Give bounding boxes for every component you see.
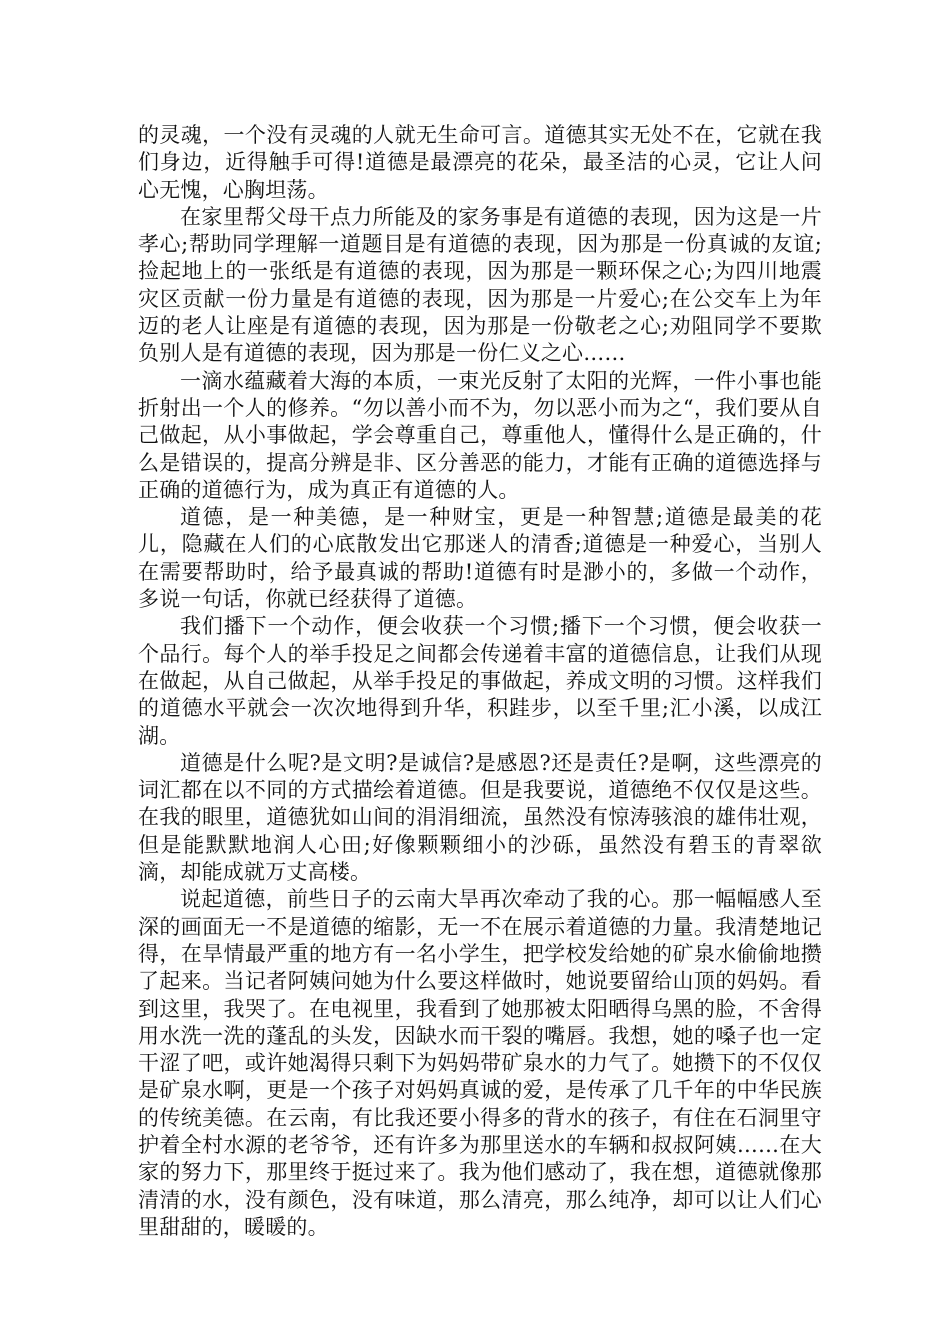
paragraph-3: 一滴水蕴藏着大海的本质，一束光反射了太阳的光辉，一件小事也能折射出一个人的修养。“勿以善小而不为，勿以恶小而为之“，我们要从自己做起，从小事做起，学会尊重自己，尊重他人，懂得什么是正确的，什么是错误的，提高分辨是非、区分善恶的能力，才能有正确的道德选择与正确的道德行为，成为真正有道德的人。 <box>138 368 822 502</box>
paragraph-2: 在家里帮父母干点力所能及的家务事是有道德的表现，因为这是一片孝心;帮助同学理解一道题目是有道德的表现，因为那是一份真诚的友谊;捡起地上的一张纸是有道德的表现，因为那是一颗环保之心;为四川地震灾区贡献一份力量是有道德的表现，因为那是一片爱心;在公交车上为年迈的老人让座是有道德的表现，因为那是一份敬老之心;劝阻同学不要欺负别人是有道德的表现，因为那是一份仁义之心…… <box>138 204 822 366</box>
paragraph-7: 说起道德，前些日子的云南大旱再次牵动了我的心。那一幅幅感人至深的画面无一不是道德的缩影，无一不在展示着道德的力量。我清楚地记得，在旱情最严重的地方有一名小学生，把学校发给她的矿泉水偷偷地攒了起来。当记者阿姨问她为什么要这样做时，她说要留给山顶的妈妈。看到这里，我哭了。在电视里，我看到了她那被太阳晒得乌黑的脸，不舍得用水洗一洗的蓬乱的头发，因缺水而干裂的嘴唇。我想，她的嗓子也一定干涩了吧，或许她渴得只剩下为妈妈带矿泉水的力气了。她攒下的不仅仅是矿泉水啊，更是一个孩子对妈妈真诚的爱，是传承了几千年的中华民族的传统美德。在云南，有比我还要小得多的背水的孩子，有住在石洞里守护着全村水源的老爷爷，还有许多为那里送水的车辆和叔叔阿姨……在大家的努力下，那里终于挺过来了。我为他们感动了，我在想，道德就像那清清的水，没有颜色，没有味道，那么清亮，那么纯净，却可以让人们心里甜甜的，暖暖的。 <box>138 887 822 1239</box>
document-body <box>138 122 822 1241</box>
paragraph-4: 道德，是一种美德，是一种财宝，更是一种智慧;道德是最美的花儿，隐藏在人们的心底散发出它那迷人的清香;道德是一种爱心，当别人在需要帮助时，给予最真诚的帮助!道德有时是渺小的，多做一个动作，多说一句话，你就已经获得了道德。 <box>138 505 822 612</box>
paragraph-5: 我们播下一个动作，便会收获一个习惯;播下一个习惯，便会收获一个品行。每个人的举手投足之间都会传递着丰富的道德信息，让我们从现在做起，从自己做起，从举手投足的事做起，养成文明的习惯。这样我们的道德水平就会一次次地得到升华，积跬步，以至千里;汇小溪，以成江湖。 <box>138 614 822 748</box>
paragraph-6: 道德是什么呢?是文明?是诚信?是感恩?还是责任?是啊，这些漂亮的词汇都在以不同的方式描绘着道德。但是我要说，道德绝不仅仅是这些。在我的眼里，道德犹如山间的涓涓细流，虽然没有惊涛骇浪的雄伟壮观，但是能默默地润人心田;好像颗颗细小的沙砾，虽然没有碧玉的青翠欲滴，却能成就万丈高楼。 <box>138 750 822 885</box>
paragraph-1: 的灵魂，一个没有灵魂的人就无生命可言。道德其实无处不在，它就在我们身边，近得触手可得!道德是最漂亮的花朵，最圣洁的心灵，它让人问心无愧，心胸坦荡。 <box>138 123 822 202</box>
